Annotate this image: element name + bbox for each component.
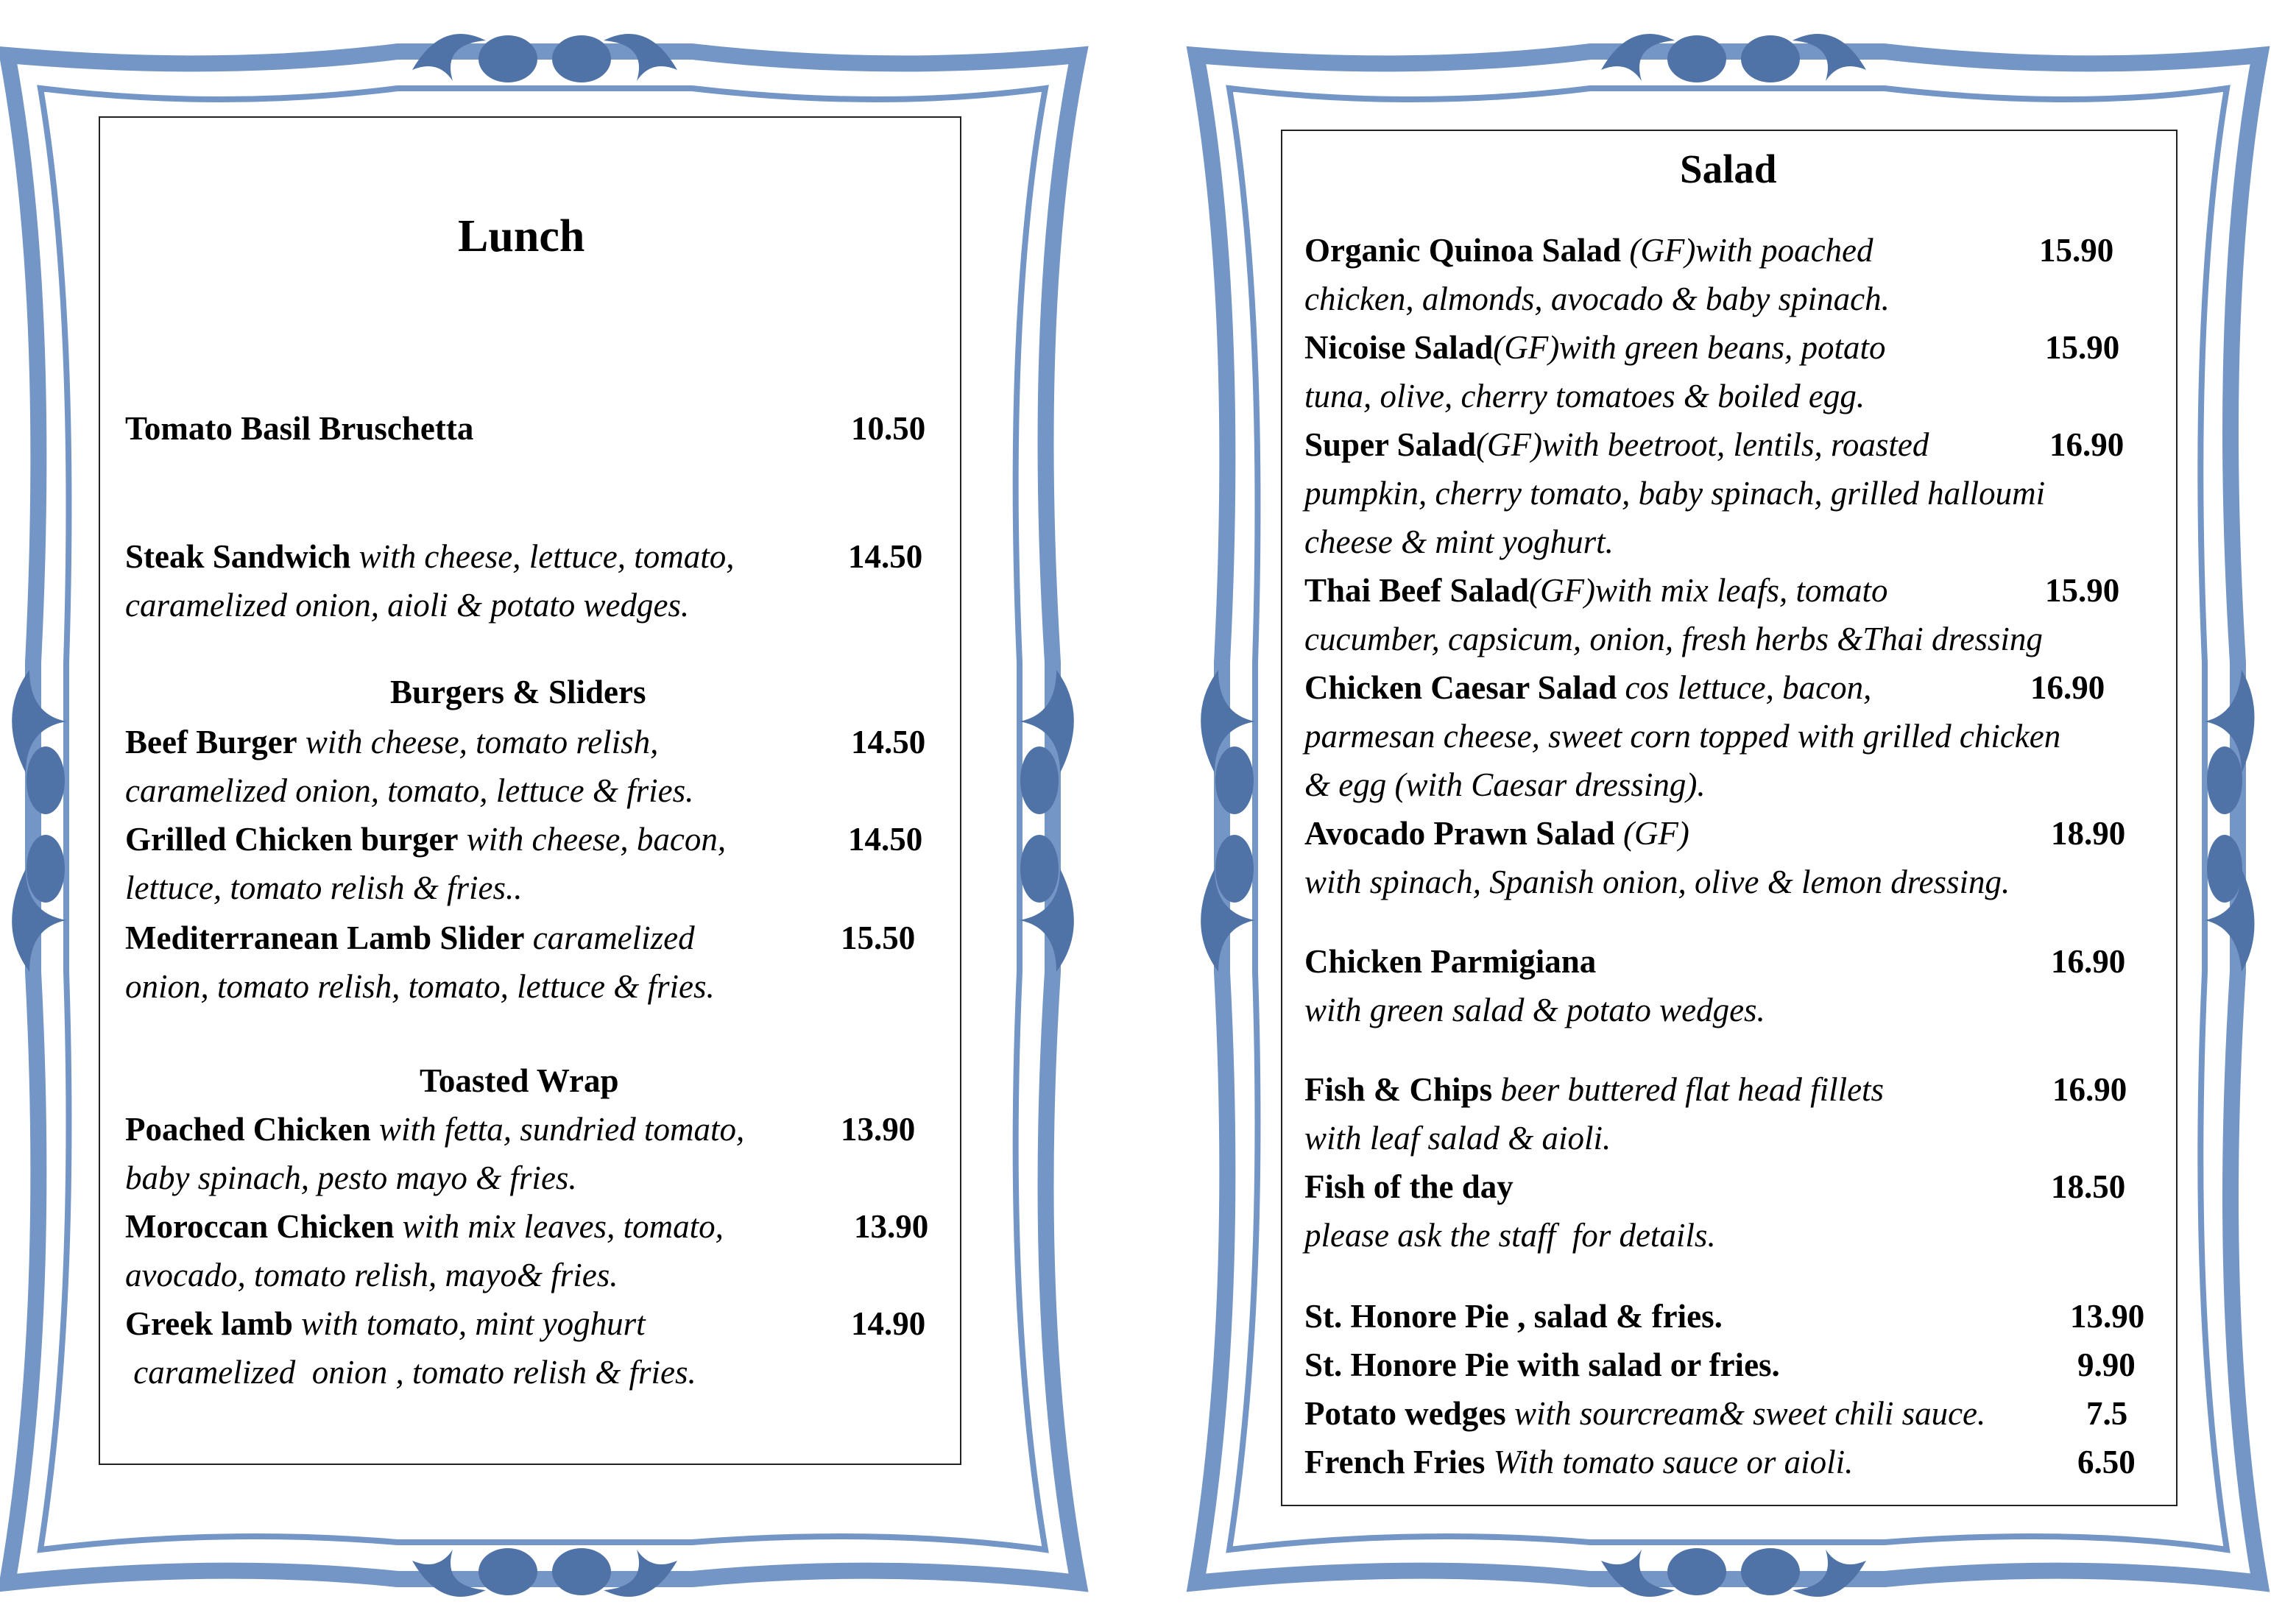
item-price: 10.50 [851,410,926,447]
menu-item [1304,945,1596,978]
menu-item [1304,1300,1723,1333]
item-description: cos lettuce, bacon, [1617,669,1872,706]
menu-item [1304,1346,1780,1383]
item-description-cont: caramelized onion, tomato, lettuce & fries. [125,772,694,809]
item-name: French Fries [1304,1444,1486,1480]
item-price: 14.50 [848,821,923,858]
menu-item [125,726,658,759]
item-name: Greek lamb [125,1305,293,1342]
item-description: with cheese, lettuce, tomato, [350,538,735,575]
item-description: (GF)with beetroot, lentils, roasted [1476,426,1929,463]
menu-item [1304,1073,1884,1106]
item-description: with tomato, mint yoghurt [292,1305,646,1342]
item-name: Avocado Prawn Salad [1304,815,1615,852]
item-description: with mix leaves, tomato, [394,1208,724,1245]
menu-item [1304,1168,1514,1205]
menu-item [125,1113,744,1146]
item-description-cont: avocado, tomato relish, mayo& fries. [125,1257,618,1293]
menu-item [125,1210,724,1243]
item-price: 15.90 [2045,329,2120,366]
item-price: 18.50 [2051,1168,2126,1205]
item-name: St. Honore Pie , salad & fries. [1304,1298,1723,1335]
menu-item [1304,331,1886,364]
item-description-cont: onion, tomato relish, tomato, lettuce & fries. [125,968,715,1005]
salad-title: Salad [1680,146,1777,191]
section-heading-wraps: Toasted Wrap [420,1062,619,1099]
item-price: 13.90 [841,1111,916,1148]
item-price: 9.90 [2077,1346,2136,1383]
item-price: 18.90 [2051,815,2126,852]
item-description: beer buttered flat head fillets [1492,1071,1885,1108]
item-price: 14.50 [851,724,926,760]
item-name: Poached Chicken [125,1111,371,1148]
item-description: (GF)with mix leafs, tomato [1529,572,1888,609]
item-description: with sourcream& sweet chili sauce. [1505,1395,1986,1432]
item-name: Grilled Chicken burger [125,821,459,858]
menu-item [1304,1446,1853,1479]
item-description-cont: please ask the staff for details. [1304,1217,1716,1254]
item-price: 16.90 [2051,943,2126,980]
menu-item [1304,1397,1985,1430]
salad-menu-panel [1281,130,2178,1506]
menu-item [125,919,695,956]
menu-item [125,1307,646,1341]
item-price: 13.90 [854,1208,929,1245]
item-description: with cheese, bacon, [458,821,727,858]
item-description-cont: caramelized onion , tomato relish & fries. [125,1354,696,1391]
item-name: Mediterranean Lamb Slider [125,919,525,956]
item-name: Super Salad [1304,426,1477,463]
item-description: (GF) [1614,815,1689,852]
item-description: (GF)with green beans, potato [1493,329,1886,366]
item-name: Fish & Chips [1304,1071,1493,1108]
item-description: (GF)with poached [1621,232,1873,269]
item-price: 14.50 [848,538,923,575]
item-description-cont: with spinach, Spanish onion, olive & lemon dressing. [1304,864,2010,900]
item-price: 15.90 [2045,572,2120,609]
item-description-cont: lettuce, tomato relish & fries.. [125,869,523,906]
item-description-cont: cheese & mint yoghurt. [1304,523,1614,560]
item-description-cont: caramelized onion, aioli & potato wedges. [125,587,690,624]
item-name: Fish of the day [1304,1168,1514,1205]
item-name: Moroccan Chicken [125,1208,395,1245]
item-price: 15.90 [2039,232,2114,269]
menu-item [125,412,473,445]
section-heading-burgers: Burgers & Sliders [390,674,646,710]
item-description: with fetta, sundried tomato, [370,1111,745,1148]
item-price: 16.90 [2049,426,2125,463]
menu-item [1304,234,1873,267]
lunch-title: Lunch [458,211,585,261]
item-name: St. Honore Pie with salad or fries. [1304,1346,1780,1383]
item-name: Chicken Parmigiana [1304,943,1597,980]
item-description-cont: parmesan cheese, sweet corn topped with grilled chicken [1304,718,2061,755]
item-name: Nicoise Salad [1304,329,1494,366]
item-price: 13.90 [2070,1298,2145,1335]
item-description-cont: tuna, olive, cherry tomatoes & boiled egg. [1304,378,1865,414]
item-description: With tomato sauce or aioli. [1485,1444,1854,1480]
item-description-cont: with leaf salad & aioli. [1304,1120,1611,1157]
item-price: 7.5 [2086,1395,2128,1432]
item-name: Steak Sandwich [125,538,351,575]
item-price: 15.50 [841,919,916,956]
item-price: 6.50 [2077,1444,2136,1480]
item-price: 14.90 [851,1305,926,1342]
item-name: Chicken Caesar Salad [1304,669,1617,706]
item-description-cont: pumpkin, cherry tomato, baby spinach, grilled halloumi [1304,475,2046,512]
menu-item [1304,574,1888,607]
item-name: Organic Quinoa Salad [1304,232,1622,269]
item-description-cont: with green salad & potato wedges. [1304,992,1765,1028]
item-description-cont: & egg (with Caesar dressing). [1304,766,1706,803]
item-description: with cheese, tomato relish, [297,724,659,760]
item-name: Potato wedges [1304,1395,1506,1432]
item-description-cont: cucumber, capsicum, onion, fresh herbs &Thai dressing [1304,621,2043,657]
item-name: Beef Burger [125,724,297,760]
item-name: Thai Beef Salad [1304,572,1530,609]
menu-item [1304,671,1871,705]
menu-item [1304,428,1929,462]
menu-item [125,823,726,856]
menu-item [125,540,734,573]
item-description-cont: chicken, almonds, avocado & baby spinach. [1304,280,1890,317]
item-price: 16.90 [2052,1071,2127,1108]
item-price: 16.90 [2030,669,2105,706]
menu-item [1304,817,1689,850]
lunch-menu-panel [99,116,961,1465]
item-name: Tomato Basil Bruschetta [125,410,474,447]
item-description: caramelized [524,919,695,956]
item-description-cont: baby spinach, pesto mayo & fries. [125,1159,577,1196]
